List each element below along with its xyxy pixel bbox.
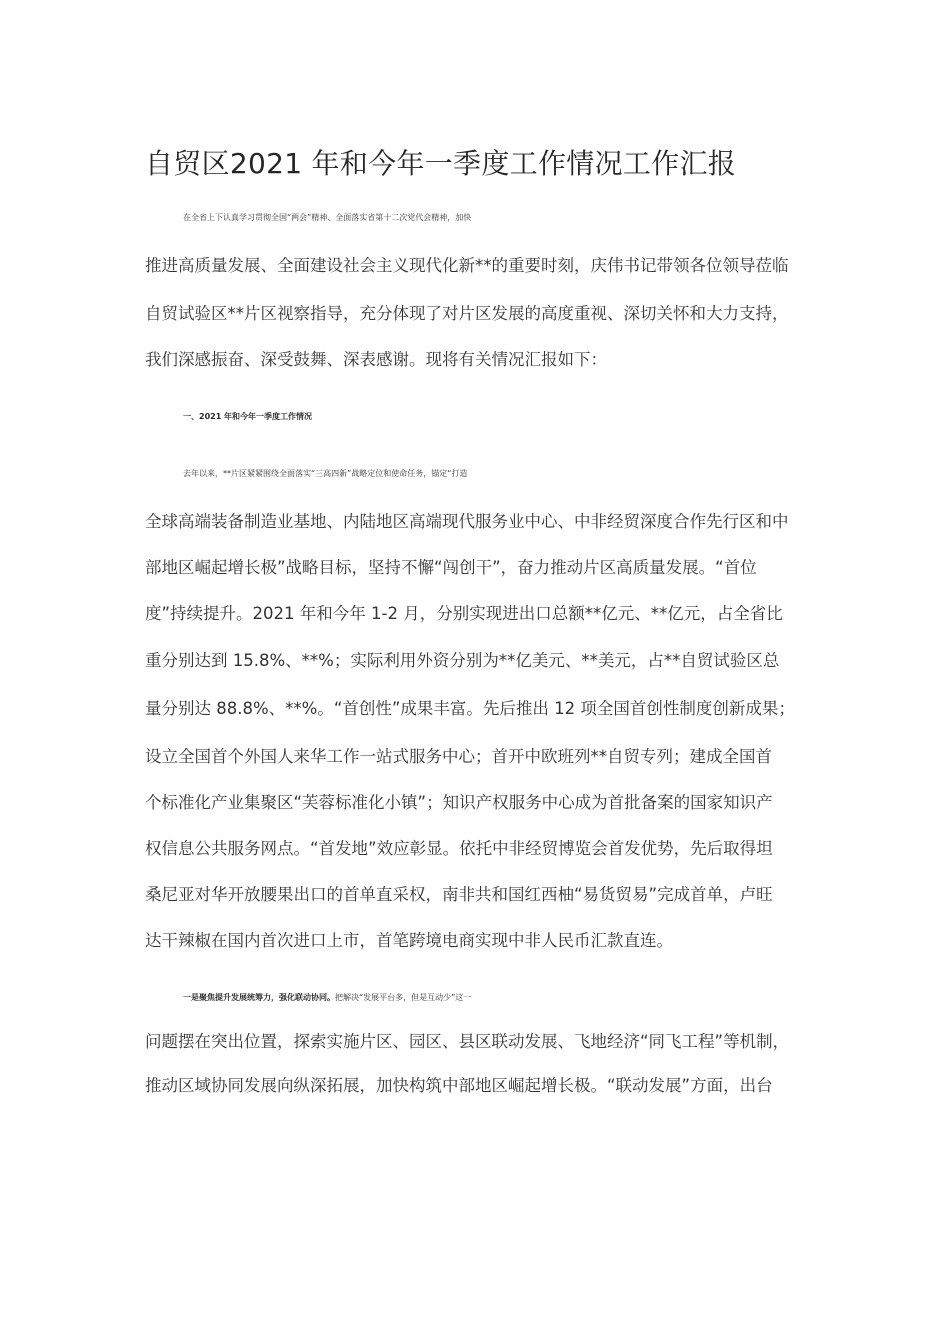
body-line: 全球高端装备制造业基地、内陆地区高端现代服务业中心、中非经贸深度合作先行区和中 bbox=[145, 512, 789, 531]
body-line: 设立全国首个外国人来华工作一站式服务中心；首开中欧班列**自贸专列；建成全国首 bbox=[145, 747, 772, 766]
section-heading: 一、2021 年和今年一季度工作情况 bbox=[183, 412, 313, 421]
body-line: 个标准化产业集聚区“芙蓉标准化小镇”；知识产权服务中心成为首批备案的国家知识产 bbox=[145, 793, 773, 812]
body-line: 去年以来，**片区紧紧围绕全面落实“三高四新”战略定位和使命任务，锚定“打造 bbox=[183, 469, 468, 478]
body-line: 部地区崛起增长极”战略目标，坚持不懈“闯创干”，奋力推动片区高质量发展。“首位 bbox=[145, 558, 757, 577]
point-one-line: 推动区域协同发展向纵深拓展，加快构筑中部地区崛起增长极。“联动发展”方面，出台 bbox=[145, 1076, 773, 1095]
body-line: 重分别达到 15.8%、**%；实际利用外资分别为**亿美元、**美元，占**自贸试验区总 bbox=[145, 651, 780, 670]
body-line: 度”持续提升。2021 年和今年 1-2 月，分别实现进出口总额**亿元、**亿元，占全省比 bbox=[145, 604, 783, 623]
intro-line: 自贸试验区**片区视察指导，充分体现了对片区发展的高度重视、深切关怀和大力支持， bbox=[145, 304, 789, 323]
point-one-first-line-rest: 把解决“发展平台多，但是互动少”这一 bbox=[335, 993, 472, 1002]
point-one-first-line bbox=[183, 985, 851, 1011]
document-title: 自贸区2021 年和今年一季度工作情况工作汇报 bbox=[145, 147, 737, 180]
intro-line: 推进高质量发展、全面建设社会主义现代化新**的重要时刻，庆伟书记带领各位领导莅临 bbox=[145, 256, 789, 275]
body-line: 权信息公共服务网点。“首发地”效应彰显。依托中非经贸博览会首发优势，先后取得坦 bbox=[145, 839, 773, 858]
body-line: 达干辣椒在国内首次进口上市，首笔跨境电商实现中非人民币汇款直连。 bbox=[145, 931, 673, 950]
point-one-line: 问题摆在突出位置，探索实施片区、园区、县区联动发展、飞地经济“同飞工程”等机制， bbox=[145, 1032, 790, 1051]
body-line: 量分别达 88.8%、**%。“首创性”成果丰富。先后推出 12 项全国首创性制度创新成果； bbox=[145, 699, 795, 718]
body-line: 桑尼亚对华开放腰果出口的首单直采权，南非共和国红西柚“易货贸易”完成首单，卢旺 bbox=[145, 885, 773, 904]
intro-line: 我们深感振奋、深受鼓舞、深表感谢。现将有关情况汇报如下： bbox=[145, 350, 607, 369]
intro-line: 在全省上下认真学习贯彻全国“两会”精神、全面落实省第十二次党代会精神，加快 bbox=[183, 213, 472, 222]
point-one-lead: 一是聚焦提升发展统筹力，强化联动协同。 bbox=[183, 993, 335, 1002]
